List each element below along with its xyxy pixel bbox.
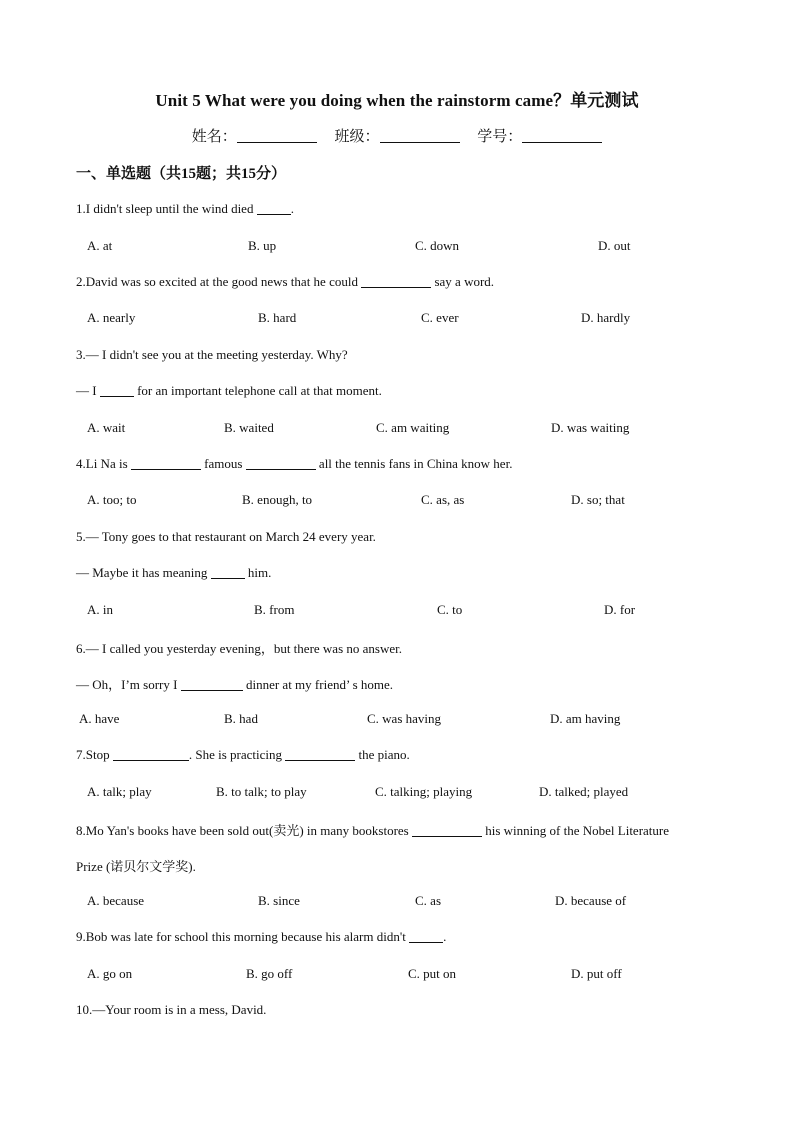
- q6-option-c[interactable]: C. was having: [367, 711, 442, 726]
- q8-option-c[interactable]: C. as: [415, 893, 441, 908]
- question-2-line: 2.David was so excited at the good news that he could say a word.: [76, 274, 495, 289]
- answer-blank: [409, 930, 443, 943]
- q2-option-a[interactable]: A. nearly: [87, 310, 136, 325]
- q7-option-d[interactable]: D. talked; played: [539, 784, 629, 799]
- q9-option-b[interactable]: B. go off: [246, 966, 293, 981]
- q4-option-c[interactable]: C. as, as: [421, 492, 465, 507]
- answer-blank: [412, 824, 482, 837]
- q7-option-b[interactable]: B. to talk; to play: [216, 784, 307, 799]
- question-7-line: 7.Stop . She is practicing the piano.: [76, 747, 410, 762]
- question-5-line-2: — Maybe it has meaning him.: [76, 565, 272, 580]
- answer-blank: [285, 748, 355, 761]
- q1-option-b[interactable]: B. up: [248, 238, 277, 253]
- q5-option-d[interactable]: D. for: [604, 602, 636, 617]
- q1-option-a[interactable]: A. at: [87, 238, 113, 253]
- q6-option-a[interactable]: A. have: [79, 711, 120, 726]
- class-label: 班级：: [334, 129, 380, 145]
- q3-option-a[interactable]: A. wait: [87, 420, 126, 435]
- q2-option-b[interactable]: B. hard: [258, 310, 297, 325]
- number-blank[interactable]: [522, 128, 602, 143]
- q4-option-a[interactable]: A. too; to: [87, 492, 137, 507]
- q5-option-b[interactable]: B. from: [254, 602, 295, 617]
- answer-blank: [113, 748, 189, 761]
- answer-blank: [100, 384, 134, 397]
- q9-option-d[interactable]: D. put off: [571, 966, 622, 981]
- question-1-line: 1.I didn't sleep until the wind died .: [76, 201, 294, 216]
- question-8-line: 8.Mo Yan's books have been sold out(卖光) in many bookstores his winning of the Nobel Literature: [76, 823, 670, 838]
- q8-option-b[interactable]: B. since: [258, 893, 300, 908]
- answer-blank: [131, 457, 201, 470]
- q3-option-d[interactable]: D. was waiting: [551, 420, 630, 435]
- q9-option-a[interactable]: A. go on: [87, 966, 133, 981]
- q7-option-c[interactable]: C. talking; playing: [375, 784, 473, 799]
- question-3-line: 3.— I didn't see you at the meeting yesterday. Why?: [76, 347, 348, 362]
- q9-option-c[interactable]: C. put on: [408, 966, 457, 981]
- q4-option-d[interactable]: D. so; that: [571, 492, 625, 507]
- q4-option-b[interactable]: B. enough, to: [242, 492, 313, 507]
- question-6-line: 6.— I called you yesterday evening，but there was no answer.: [76, 641, 402, 656]
- q2-option-c[interactable]: C. ever: [421, 310, 459, 325]
- answer-blank: [361, 275, 431, 288]
- class-blank[interactable]: [380, 128, 460, 143]
- question-6-line-2: — Oh，I’m sorry I dinner at my friend’ s home.: [76, 677, 394, 692]
- q1-option-d[interactable]: D. out: [598, 238, 631, 253]
- name-blank[interactable]: [237, 128, 317, 143]
- page-title: Unit 5 What were you doing when the rainstorm came？单元测试: [155, 91, 639, 110]
- q3-option-c[interactable]: C. am waiting: [376, 420, 450, 435]
- answer-blank: [181, 678, 243, 691]
- q2-option-d[interactable]: D. hardly: [581, 310, 631, 325]
- q8-option-a[interactable]: A. because: [87, 893, 145, 908]
- q6-option-d[interactable]: D. am having: [550, 711, 621, 726]
- question-9-line: 9.Bob was late for school this morning because his alarm didn't .: [76, 929, 447, 944]
- question-3-line-2: — I for an important telephone call at that moment.: [76, 383, 382, 398]
- question-5-line: 5.— Tony goes to that restaurant on March 24 every year.: [76, 529, 376, 544]
- question-10-line: 10.—Your room is in a mess, David.: [76, 1002, 267, 1017]
- answer-blank: [211, 566, 245, 579]
- q5-option-a[interactable]: A. in: [87, 602, 113, 617]
- question-4-line: 4.Li Na is famous all the tennis fans in China know her.: [76, 456, 513, 471]
- q7-option-a[interactable]: A. talk; play: [87, 784, 152, 799]
- q1-option-c[interactable]: C. down: [415, 238, 460, 253]
- student-info-row: [0, 125, 794, 146]
- question-8-line-2: Prize (诺贝尔文学奖).: [76, 859, 196, 874]
- name-label: 姓名：: [191, 129, 237, 145]
- q3-option-b[interactable]: B. waited: [224, 420, 274, 435]
- answer-blank: [246, 457, 316, 470]
- answer-blank: [257, 202, 291, 215]
- q5-option-c[interactable]: C. to: [437, 602, 463, 617]
- q8-option-d[interactable]: D. because of: [555, 893, 627, 908]
- section-heading: 一、单选题（共15题；共15分）: [76, 166, 287, 182]
- number-label: 学号：: [477, 129, 523, 145]
- q6-option-b[interactable]: B. had: [224, 711, 258, 726]
